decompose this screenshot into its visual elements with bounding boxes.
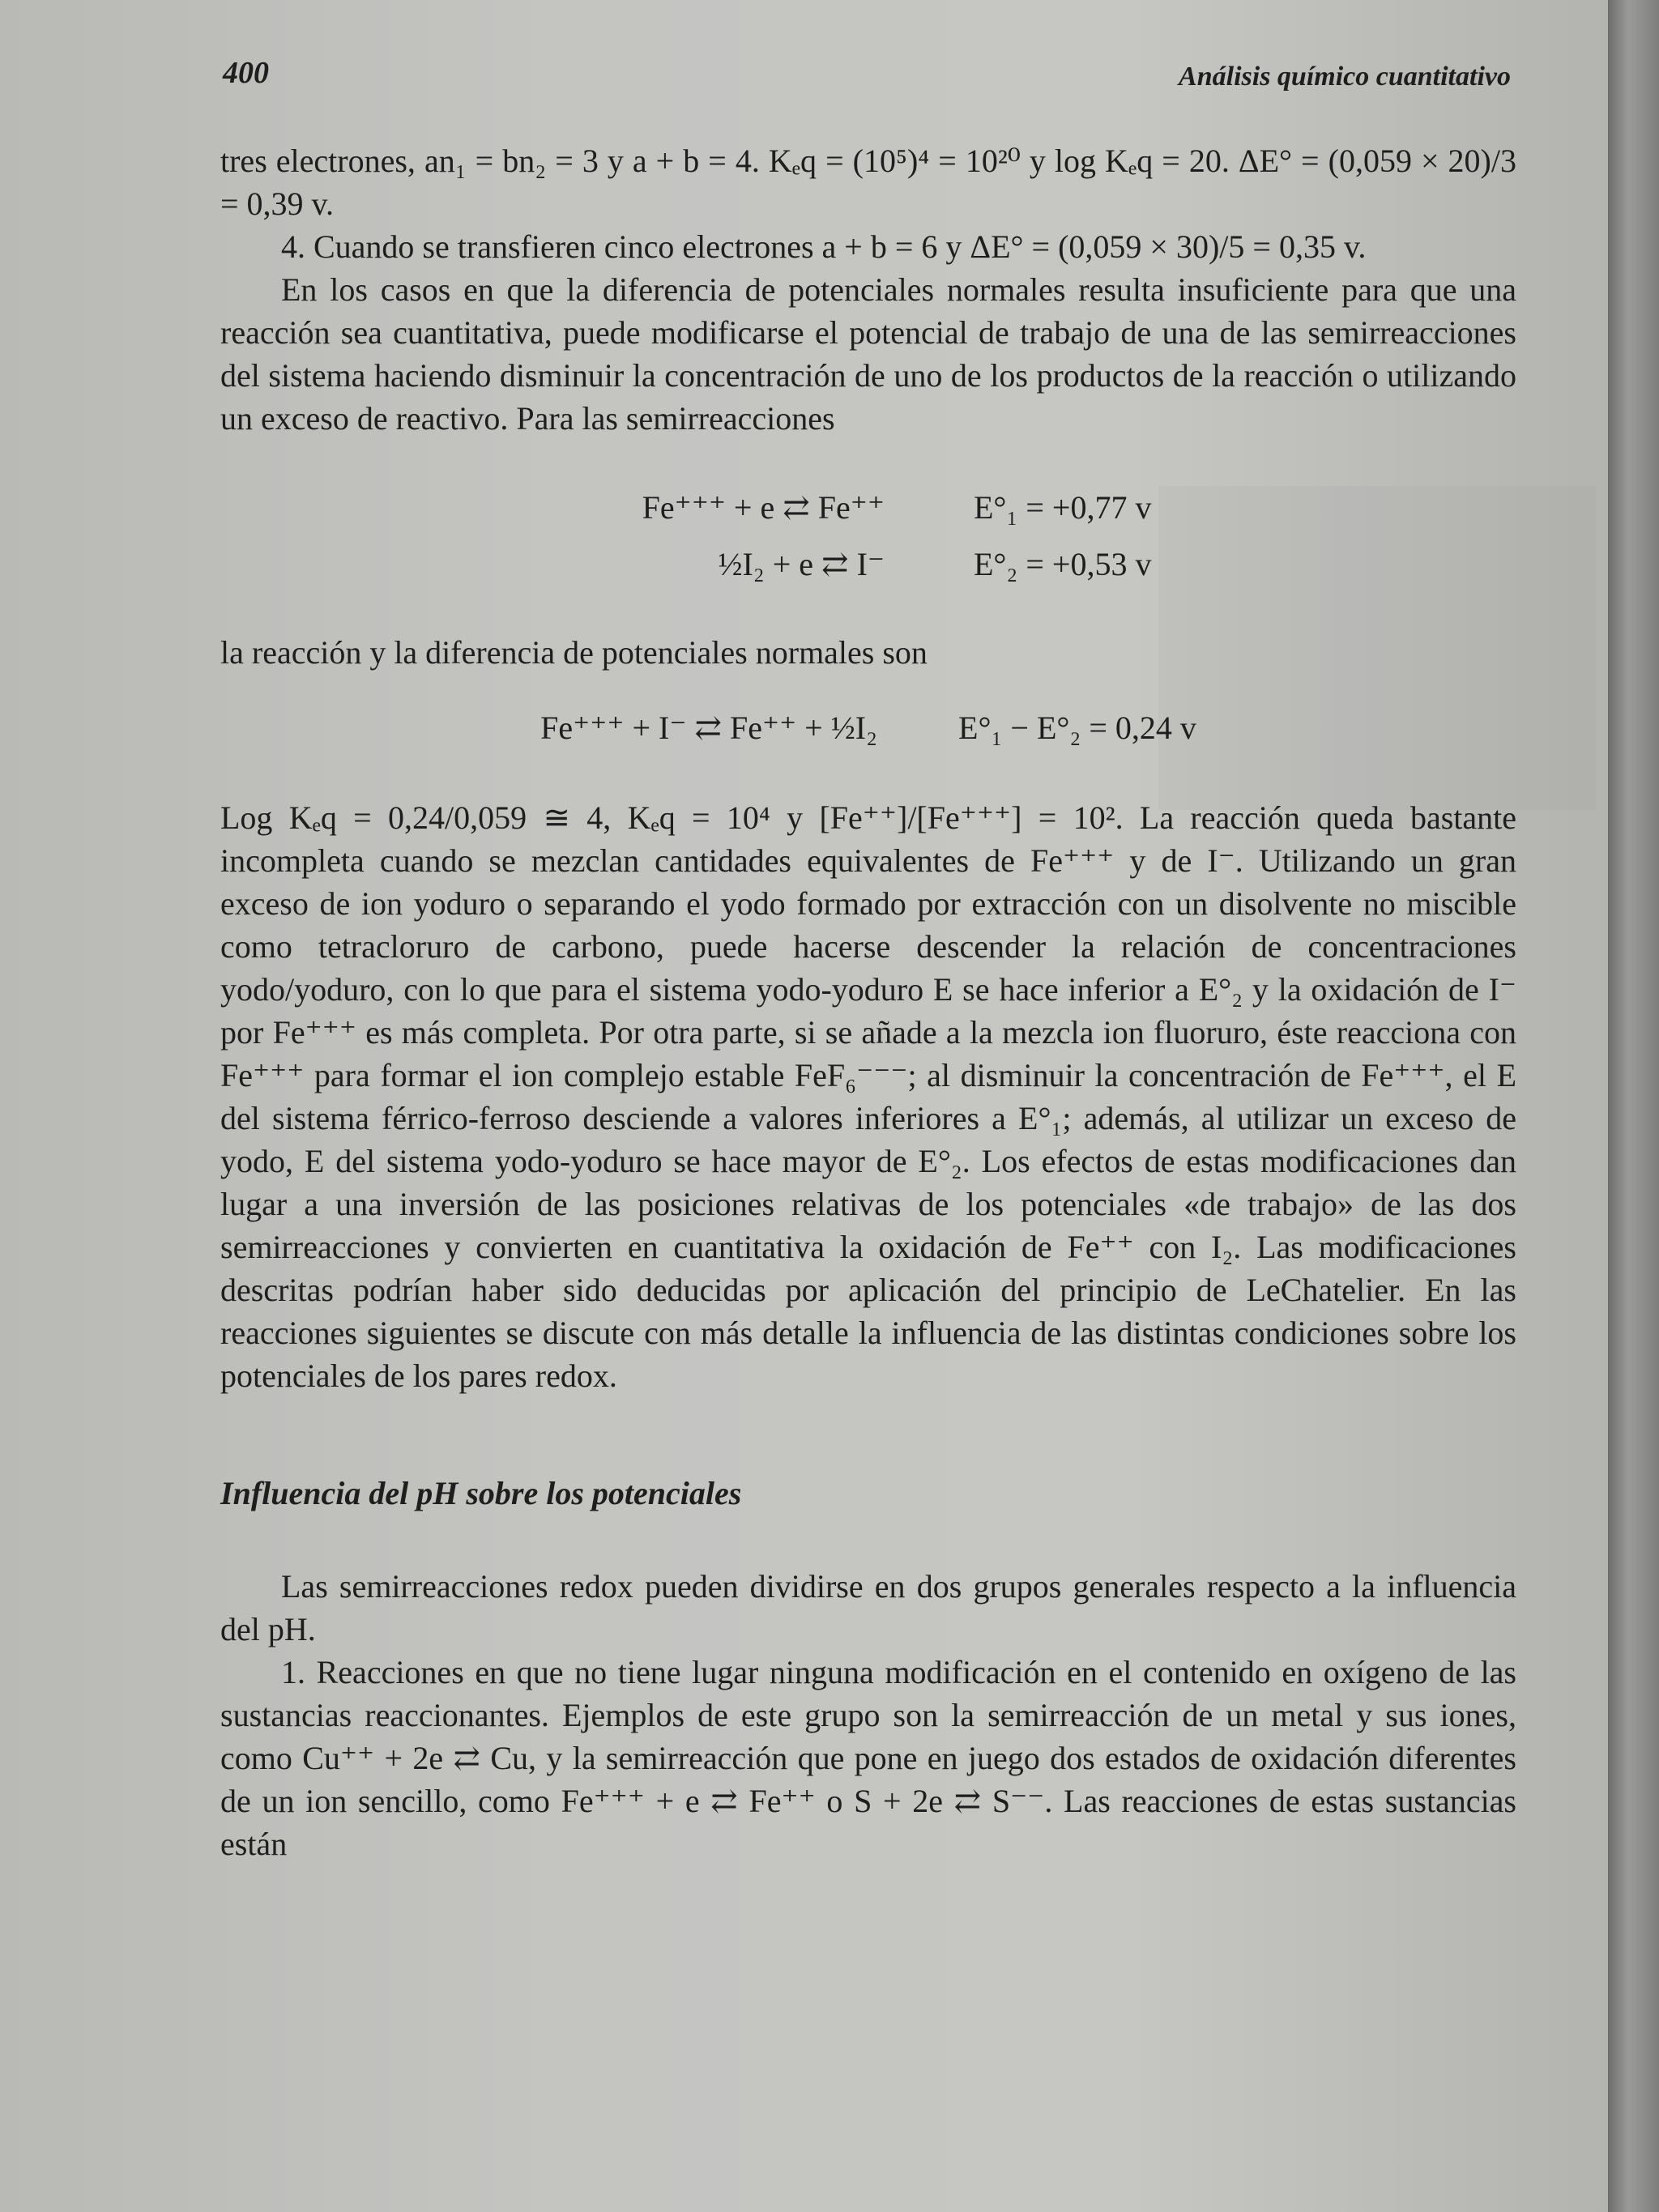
page-body — [220, 139, 1516, 1865]
potential-iodine: E°₂ = +0,53 v — [974, 545, 1152, 582]
page-header — [223, 55, 1511, 104]
paragraph-ph-groups: Las semirreacciones redox pueden dividirse en dos grupos generales respecto a la influencia del pH. — [220, 1568, 1516, 1647]
paragraph-reaction-intro: la reacción y la diferencia de potenciales normales son — [220, 634, 928, 671]
half-reactions-block — [220, 479, 1516, 592]
potential-iron: E°₁ = +0,77 v — [974, 488, 1152, 526]
paragraph-item-4: 4. Cuando se transfieren cinco electrones a + b = 6 y ΔE° = (0,059 × 30)/5 = 0,35 v. — [281, 228, 1367, 265]
half-reaction-iodine: ½I₂ + e ⇄ I⁻ — [718, 545, 885, 582]
potential-difference: E°₁ − E°₂ = 0,24 v — [958, 710, 1196, 746]
paragraph-insufficient-potentials: En los casos en que la diferencia de potenciales normales resulta insuficiente para que una reacción sea cuantitativa, puede modificarse el potencial de trabajo de una de las semirreacciones del sistema haciendo disminuir la concentración de uno de los productos de la reacción o utilizando un exceso de reactivo. Para las semirreacciones — [220, 271, 1516, 437]
paragraph-item-1: 1. Reacciones en que no tiene lugar ninguna modificación en el contenido en oxígeno de las sustancias reaccionantes. Ejemplos de este grupo son la semirreacción de un metal y sus iones, como Cu⁺⁺ + 2e ⇄ Cu, y la semirreacción que pone en juego dos estados de oxidación diferentes de un ion sencillo, como Fe⁺⁺⁺ + e ⇄ Fe⁺⁺ o S + 2e ⇄ S⁻⁻. Las reacciones de estas sustancias están — [220, 1654, 1516, 1862]
paragraph-equilibrium-discussion: Log Kₑq = 0,24/0,059 ≅ 4, Kₑq = 10⁴ y [Fe⁺⁺]/[Fe⁺⁺⁺] = 10². La reacción queda bastante incompleta cuando se mezclan cantidades equivalentes de Fe⁺⁺⁺ y de I⁻. Utilizando un gran exceso de ion yoduro o separando el yodo formado por extracción con un disolvente no miscible como tetracloruro de carbono, puede hacerse descender la relación de concentraciones yodo/yoduro, con lo que para el sistema yodo-yoduro E se hace inferior a E°₂ y la oxidación de I⁻ por Fe⁺⁺⁺ es más completa. Por otra parte, si se añade a la mezcla ion fluoruro, éste reacciona con Fe⁺⁺⁺ para formar el ion complejo estable FeF₆⁻⁻⁻; al disminuir la concentración de Fe⁺⁺⁺, el E del sistema férrico-ferroso desciende a valores inferiores a E°₁; además, al utilizar un exceso de yodo, E del sistema yodo-yoduro se hace mayor de E°₂. Los efectos de estas modificaciones dan lugar a una inversión de las posiciones relativas de los potenciales «de trabajo» de las dos semirreacciones y convierten en cuantitativa la oxidación de Fe⁺⁺ con I₂. Las modificaciones descritas podrían haber sido deducidas por aplicación del principio de LeChatelier. En las reacciones siguientes se discute con más detalle la influencia de las distintas condiciones sobre los potenciales de los pares redox. — [220, 799, 1516, 1394]
overall-reaction: Fe⁺⁺⁺ + I⁻ ⇄ Fe⁺⁺ + ½I₂ — [540, 710, 878, 746]
section-heading: Influencia del pH sobre los potenciales — [220, 1475, 742, 1511]
page-number: 400 — [223, 56, 269, 90]
page-edge-shadow — [1608, 0, 1659, 2212]
paragraph-continuation: tres electrones, an₁ = bn₂ = 3 y a + b = 4. Kₑq = (10⁵)⁴ = 10²⁰ y log Kₑq = 20. ΔE° = (0,059 × 20)/3 = 0,39 v. — [220, 143, 1516, 222]
half-reaction-row — [220, 535, 1516, 592]
running-title: Análisis químico cuantitativo — [1179, 62, 1511, 92]
overall-reaction-block — [220, 706, 1516, 749]
half-reaction-iron: Fe⁺⁺⁺ + e ⇄ Fe⁺⁺ — [642, 488, 885, 526]
half-reaction-row — [220, 479, 1516, 535]
